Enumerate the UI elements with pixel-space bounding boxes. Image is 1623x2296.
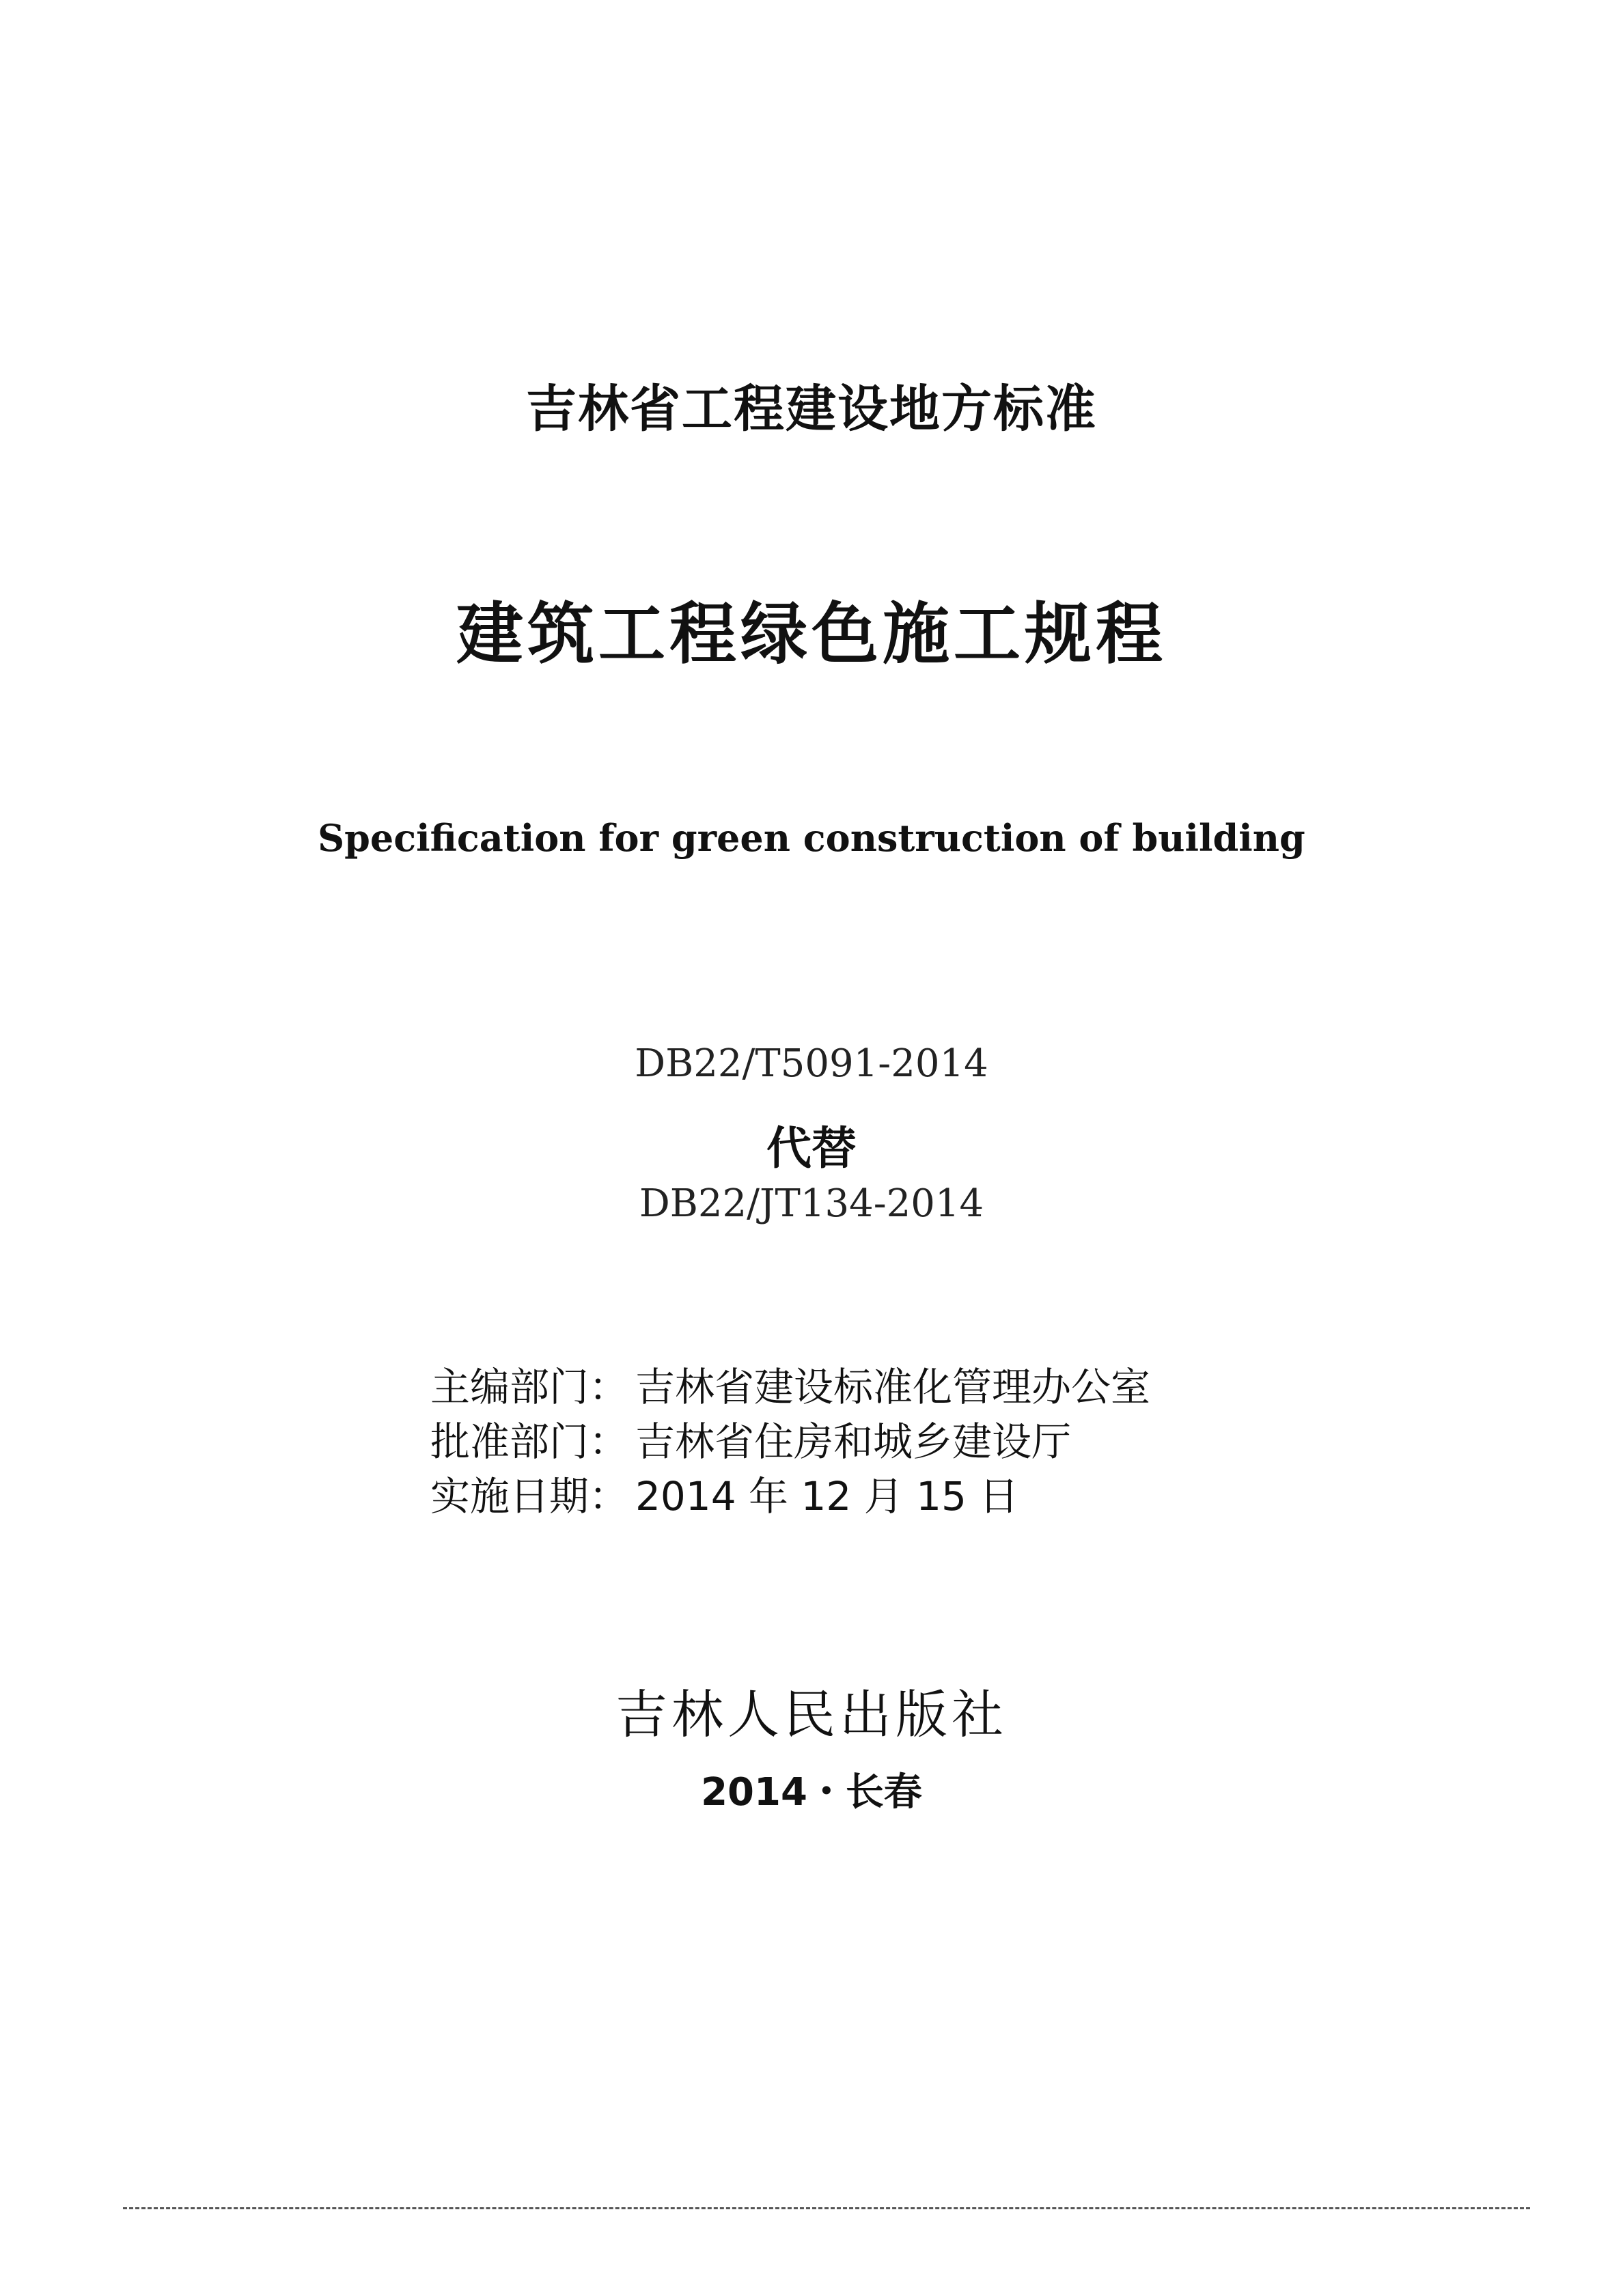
info-value: 2014 年 12 月 15 日 <box>635 1473 1019 1520</box>
info-label: 主编部门： <box>430 1364 629 1410</box>
main-title: 建筑工程绿色施工规程 <box>456 596 1167 673</box>
info-value: 吉林省住房和城乡建设厅 <box>635 1418 1072 1465</box>
info-row-effective-date <box>430 1472 1018 1521</box>
bottom-dashed-rule <box>123 2207 1530 2209</box>
info-label: 实施日期： <box>430 1473 629 1520</box>
info-value: 吉林省建设标准化管理办公室 <box>635 1364 1151 1410</box>
info-row-editor-department <box>430 1362 1150 1412</box>
info-row-approval-department <box>430 1417 1071 1466</box>
standard-number: DB22/T5091-2014 <box>635 1041 988 1086</box>
place-year: 2014・长春 <box>701 1770 922 1815</box>
publisher: 吉林人民出版社 <box>615 1684 1008 1745</box>
replaced-standard-number: DB22/JT134-2014 <box>639 1181 984 1226</box>
english-title: Specification for green construction of building <box>318 816 1305 860</box>
info-label: 批准部门： <box>430 1418 629 1465</box>
series-title: 吉林省工程建设地方标准 <box>526 380 1097 438</box>
replaces-label: 代替 <box>766 1122 857 1175</box>
